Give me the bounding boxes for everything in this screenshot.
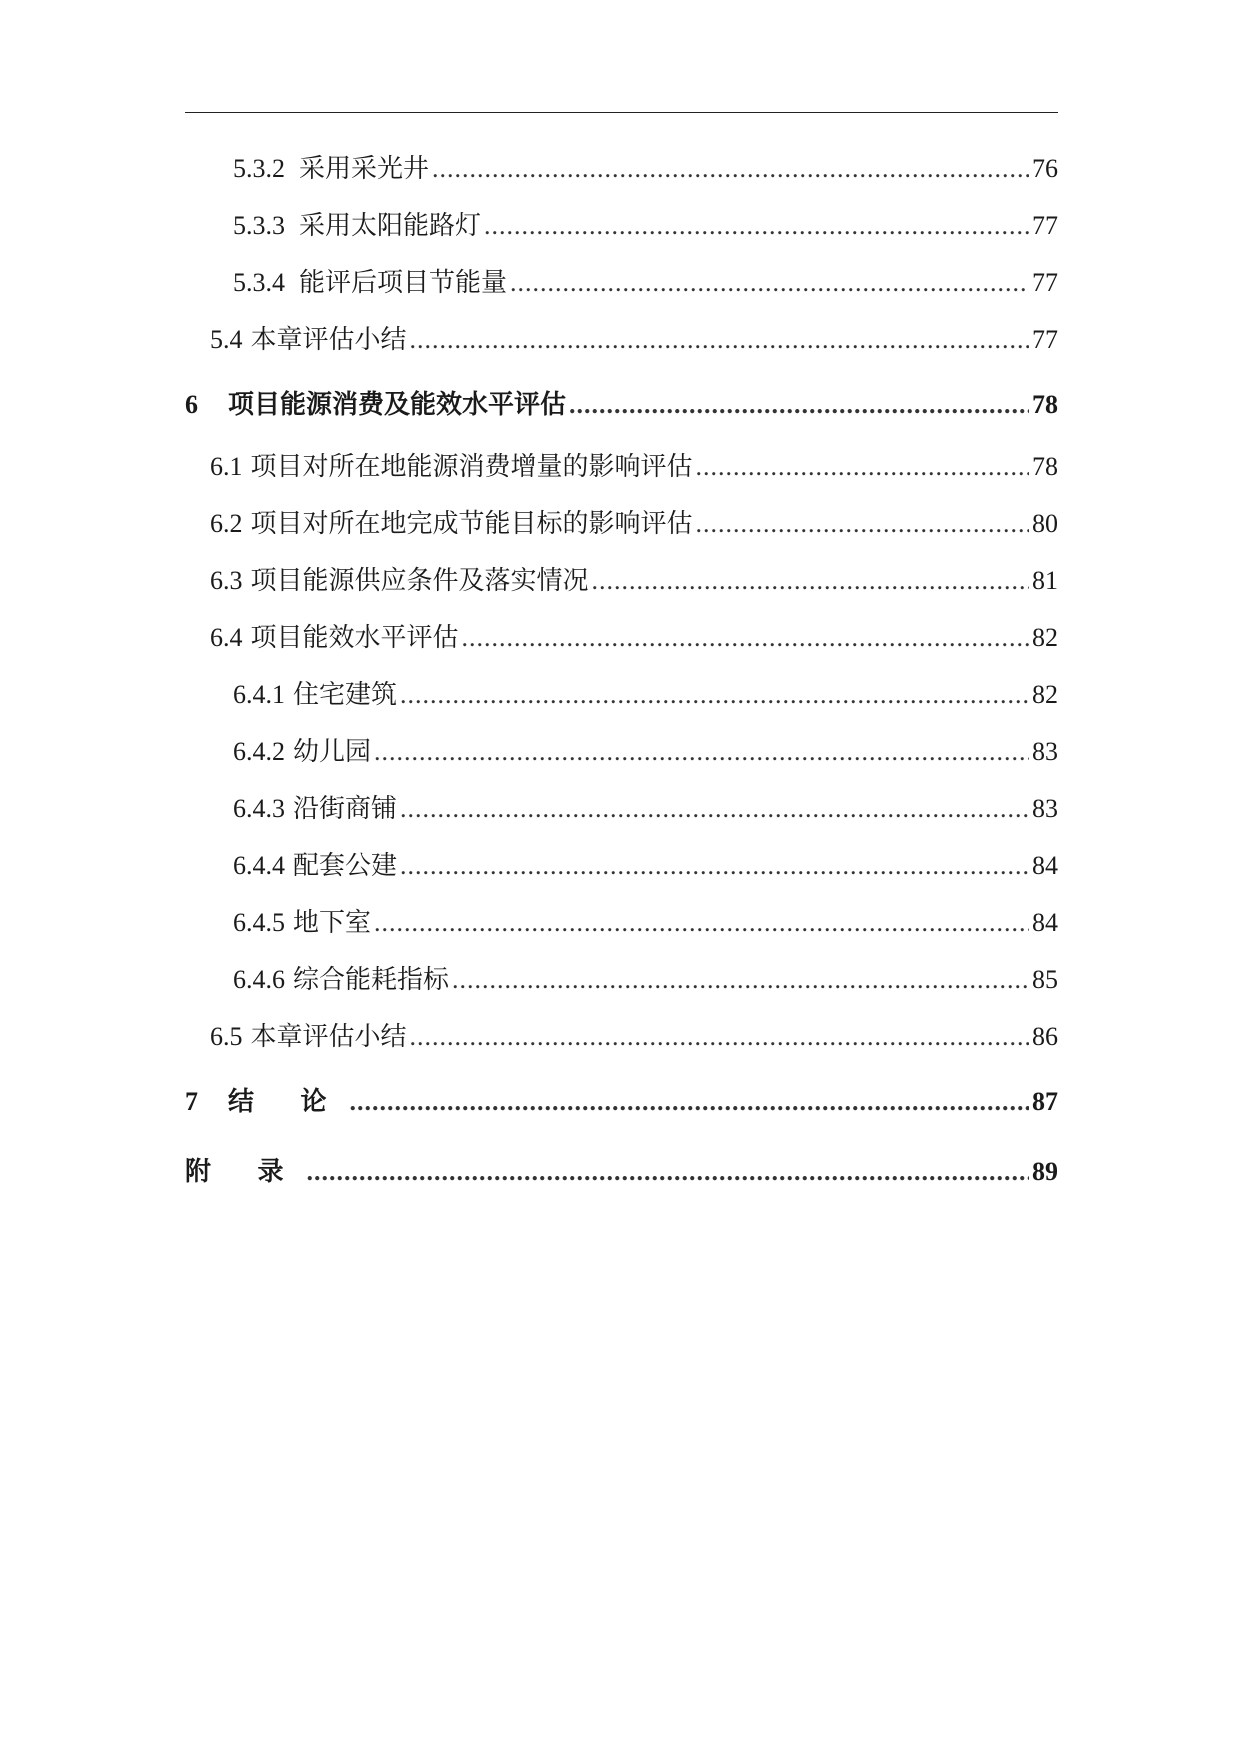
toc-title: 项目对所在地能源消费增量的影响评估 [250, 452, 693, 481]
toc-entry[interactable] [185, 609, 1058, 666]
toc-number: 5.3.2 [233, 154, 285, 183]
toc-title: 住宅建筑 [293, 680, 398, 709]
toc-page-number: 80 [1032, 509, 1058, 538]
toc-leader [400, 678, 1029, 712]
toc-chapter-entry[interactable] [185, 368, 1058, 438]
toc-entry[interactable] [185, 951, 1058, 1008]
toc-appendix-entry[interactable] [185, 1135, 1058, 1205]
toc-number: 6.4.4 [233, 851, 285, 880]
toc-page-number: 82 [1032, 623, 1058, 652]
toc-entry[interactable] [185, 495, 1058, 552]
toc-entry[interactable] [185, 723, 1058, 780]
toc-leader [510, 266, 1029, 300]
toc-leader [592, 564, 1029, 598]
toc-page-number: 85 [1032, 965, 1058, 994]
toc-number: 5.4 [210, 325, 243, 354]
toc-leader [696, 450, 1029, 484]
toc-entry[interactable] [185, 197, 1058, 254]
toc-leader [569, 388, 1029, 422]
toc-title: 幼儿园 [293, 737, 372, 766]
toc-title: 能评后项目节能量 [299, 268, 508, 297]
toc-chapter-entry[interactable] [185, 1065, 1058, 1135]
toc-entry[interactable] [185, 140, 1058, 197]
toc-title: 采用太阳能路灯 [299, 211, 482, 240]
toc-title: 本章评估小结 [250, 1022, 407, 1051]
toc-title: 项目能效水平评估 [250, 623, 459, 652]
toc-leader [484, 209, 1029, 243]
toc-title: 地下室 [293, 908, 372, 937]
toc-title: 项目能源供应条件及落实情况 [250, 566, 589, 595]
toc-number: 6.4.3 [233, 794, 285, 823]
toc-title: 配套公建 [293, 851, 398, 880]
toc-entry[interactable] [185, 438, 1058, 495]
toc-entry[interactable] [185, 894, 1058, 951]
toc-number: 6.5 [210, 1022, 243, 1051]
toc-leader [432, 152, 1029, 186]
toc-leader [410, 323, 1029, 357]
toc-leader [462, 621, 1029, 655]
toc-title: 综合能耗指标 [293, 965, 450, 994]
toc-page-number: 82 [1032, 680, 1058, 709]
toc-title: 项目对所在地完成节能目标的影响评估 [250, 509, 693, 538]
toc-page-number: 81 [1032, 566, 1058, 595]
toc-page-number: 83 [1032, 737, 1058, 766]
toc-title: 附 录 [185, 1157, 304, 1186]
toc-number: 6.4.5 [233, 908, 285, 937]
toc-number: 6 [185, 390, 198, 419]
toc-entry[interactable] [185, 780, 1058, 837]
toc-number: 6.4.1 [233, 680, 285, 709]
toc-page-number: 89 [1032, 1157, 1058, 1186]
toc-entry[interactable] [185, 666, 1058, 723]
table-of-contents [185, 140, 1058, 1205]
toc-page-number: 76 [1032, 154, 1058, 183]
toc-leader [410, 1020, 1029, 1054]
toc-number: 5.3.3 [233, 211, 285, 240]
toc-number: 6.4.2 [233, 737, 285, 766]
toc-page-number: 77 [1032, 325, 1058, 354]
toc-title: 沿街商铺 [293, 794, 398, 823]
toc-page-number: 77 [1032, 211, 1058, 240]
toc-number: 7 [185, 1087, 198, 1116]
toc-leader [400, 849, 1029, 883]
toc-number: 6.4 [210, 623, 243, 652]
toc-page-number: 83 [1032, 794, 1058, 823]
toc-title: 本章评估小结 [250, 325, 407, 354]
toc-page-number: 86 [1032, 1022, 1058, 1051]
toc-title: 采用采光井 [299, 154, 430, 183]
toc-leader [307, 1155, 1029, 1189]
toc-leader [452, 963, 1029, 997]
toc-entry[interactable] [185, 837, 1058, 894]
header-rule [185, 112, 1058, 113]
toc-page-number: 78 [1032, 452, 1058, 481]
toc-entry[interactable] [185, 552, 1058, 609]
toc-leader [400, 792, 1029, 826]
toc-number: 5.3.4 [233, 268, 285, 297]
toc-number: 6.4.6 [233, 965, 285, 994]
toc-title: 项目能源消费及能效水平评估 [228, 390, 567, 419]
toc-leader [696, 507, 1029, 541]
toc-page-number: 84 [1032, 908, 1058, 937]
toc-number: 6.1 [210, 452, 243, 481]
toc-title: 结 论 [228, 1087, 347, 1116]
toc-number: 6.3 [210, 566, 243, 595]
toc-entry[interactable] [185, 1008, 1058, 1065]
toc-page-number: 77 [1032, 268, 1058, 297]
toc-number: 6.2 [210, 509, 243, 538]
toc-entry[interactable] [185, 254, 1058, 311]
toc-entry[interactable] [185, 311, 1058, 368]
toc-leader [374, 735, 1029, 769]
toc-page-number: 87 [1032, 1087, 1058, 1116]
toc-page-number: 78 [1032, 390, 1058, 419]
toc-page-number: 84 [1032, 851, 1058, 880]
toc-leader [374, 906, 1029, 940]
toc-leader [350, 1085, 1029, 1119]
